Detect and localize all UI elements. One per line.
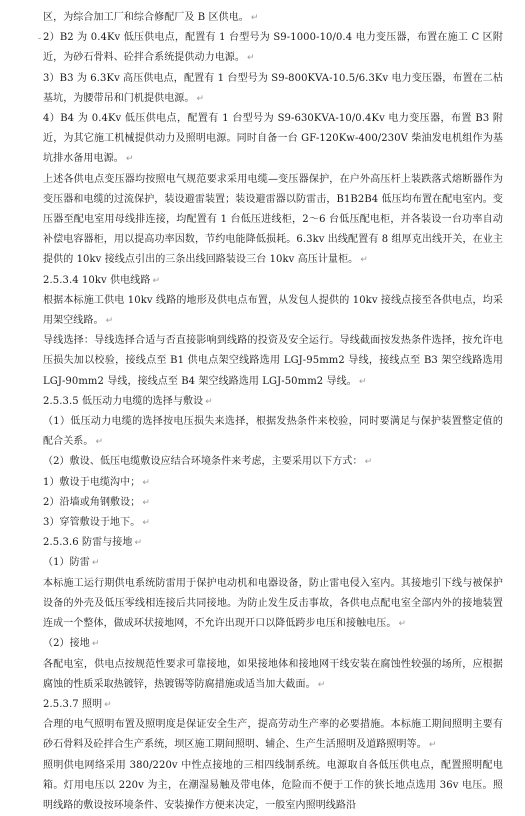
paragraph: 导线选择：导线选择合适与否直接影响到线路的投资及安全运行。导线截面按发热条件选择，按允许电压损失加以校验，接线点至 B1 供电点架空线路选用 LGJ-95mm2 导线，接线点至 B3 架空线路选用 LGJ-90mm2 导线，接线点至 B4 架空线路选用 LGJ-50mm2 导线。 ↵ [43,335,503,387]
section-heading: 2.5.3.5 低压动力电缆的选择与敷设 ↵ [43,395,213,407]
section-heading: 2.5.3.6 防雷与接地 ↵ [43,537,143,549]
paragraph: 合理的电气照明布置及照明度是保证安全生产，提高劳动生产率的必要措施。本标施工期间照明主要有砂石骨料及砼拌合生产系统，坝区施工期间照明、辅企、生产生活照明及道路照明等。 ↵ [43,719,503,751]
paragraph: 4）B4 为 0.4Kv 低压供电点，配置有 1 台型号为 S9-630KVA-10/0.4Kv 电力变压器，布置 B3 附近，为其它施工机械提供动力及照明电源。同时自备一台 GF-120Kw-400/230V 柴油发电机组作为基坑排水备用电源。 ↵ [43,113,503,165]
paragraph: 照明供电网络采用 380/220v 中性点接地的三相四线制系统。电源取自各低压供电点，配置照明配电箱。灯用电压以 220v 为主，在潮湿易触及带电体，危险而不便于工作的狭长地点选用 36v 电压。照明线路的敷设按环境条件、安装操作方便来决定，一般室内照明线路沿 [43,759,503,811]
margin-tick [38,38,41,39]
paragraph: （2）敷设、低压电缆敷设应结合环境条件来考虑，主要采用以下方式： ↵ [43,456,373,468]
paragraph: 上述各供电点变压器均按照电气规范要求采用电缆—变压器保护，在户外高压杆上装跌落式熔断器作为变压器和电缆的过流保护，装设避雷装置；装设避雷器以防雷击，B1B2B4 低压均布置在配电室内。变压器至配电室用母线排连接，均配置有 1 台低压进线柜，2～6 台低压配电柜，并各装设一台功率自动补偿电容器柜，用以提高功率因数，节约电能降低损耗。6.3kv 出线配置有 8 组厚克出线开关，在业主提供的 10kv 接线点引出的三条出线回路装设三台 10kv 高压计量柜。 ↵ [43,173,503,266]
list-item: 1）敷设于电缆沟中； ↵ [43,476,151,488]
subheading: （2）接地 ↵ [43,638,100,650]
paragraph: （1）低压动力电缆的选择按电压损失来选择，根据发热条件来校验，同时要满足与保护装置整定值的配合关系。 ↵ [43,416,503,448]
paragraph: 本标施工运行期供电系统防雷用于保护电动机和电器设备，防止雷电侵入室内。其接地引下线与被保护设备的外壳及低压零线相连接后共同接地。为防止发生反击事故，各供电点配电室全部内外的接地装置连成一个整体，做成环状接地网，不允许出现开口以降低跨步电压和接触电压。 ↵ [43,577,503,630]
paragraph: 各配电室，供电点按规范性要求可靠接地，如果接地体和接地网干线安装在腐蚀性较强的场所，应根据腐蚀的性质采取热镀锌，热镀锡等防腐措施或适当加大截面。 ↵ [43,658,503,690]
list-item: 3）穿管敷设于地下。 ↵ [43,517,151,529]
paragraph: 区，为综合加工厂和综合修配厂及 B 区供电。 ↵ [43,12,259,23]
section-heading: 2.5.3.7 照明 ↵ [43,698,112,710]
paragraph: 根据本标施工供电 10kv 线路的地形及供电点布置，从发包人提供的 10kv 接线点接至各供电点，均采用架空线路。 ↵ [43,294,503,327]
document-body [43,8,503,816]
subheading: （1）防雷 ↵ [43,557,100,569]
paragraph: 3）B3 为 6.3Kv 高压供电点，配置有 1 台型号为 S9-800KVA-10.5/6.3Kv 电力变压器，布置在二枯基坑，为腰带吊和门机提供电源。 ↵ [43,72,503,104]
section-heading: 2.5.3.4 10kv 供电线路 ↵ [43,274,161,286]
paragraph: 2）B2 为 0.4Kv 低压供电点，配置有 1 台型号为 S9-1000-10/0.4 电力变压器，布置在施工 C 区附近，为砂石骨料、砼拌合系统提供动力电源。 ↵ [43,32,503,64]
list-item: 2）沿墙或角钢敷设； ↵ [43,496,151,508]
